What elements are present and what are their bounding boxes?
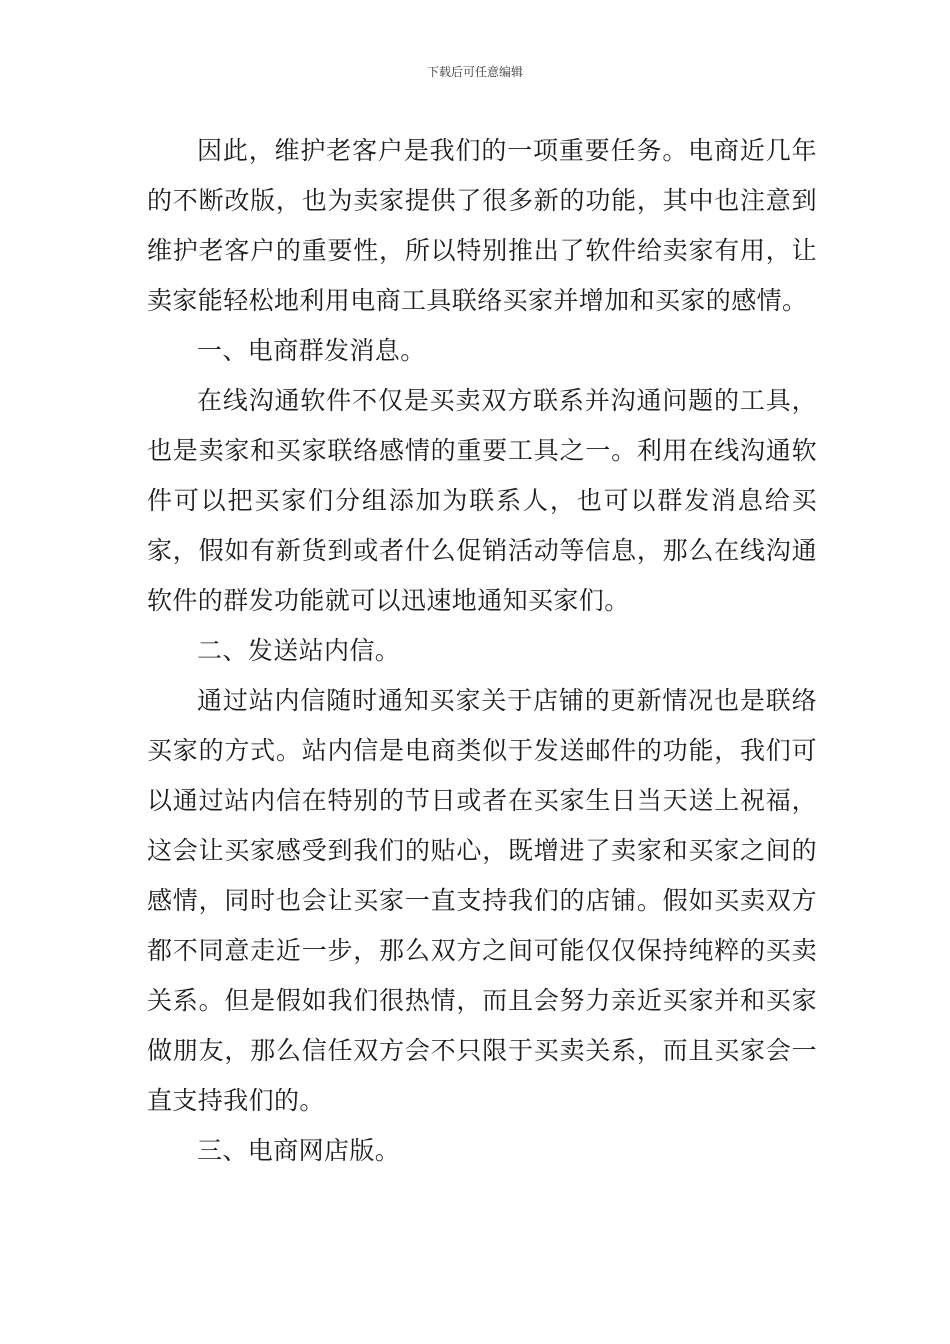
- paragraph-section-1: 在线沟通软件不仅是买卖双方联系并沟通问题的工具，也是卖家和买家联络感情的重要工具之一。利用在线沟通软件可以把买家们分组添加为联系人，也可以群发消息给买家，假如有新货到或者什么促销活动等信息，那么在线沟通软件的群发功能就可以迅速地通知买家们。: [147, 386, 817, 615]
- page-header: 下载后可任意编辑: [426, 65, 523, 79]
- section-heading-1: 一、电商群发消息。: [197, 336, 426, 365]
- section-heading-3: 三、电商网店版。: [197, 1136, 401, 1165]
- section-heading-2: 二、发送站内信。: [197, 636, 401, 665]
- paragraph-section-2: 通过站内信随时通知买家关于店铺的更新情况也是联络买家的方式。站内信是电商类似于发送邮件的功能，我们可以通过站内信在特别的节日或者在买家生日当天送上祝福，这会让买家感受到我们的贴心，既增进了卖家和买家之间的感情，同时也会让买家一直支持我们的店铺。假如买卖双方都不同意走近一步，那么双方之间可能仅仅保持纯粹的买卖关系。但是假如我们很热情，而且会努力亲近买家并和买家做朋友，那么信任双方会不只限于买卖关系，而且买家会一直支持我们的。: [147, 686, 817, 1115]
- document-body: [147, 126, 817, 1176]
- paragraph-intro: 因此，维护老客户是我们的一项重要任务。电商近几年的不断改版，也为卖家提供了很多新的功能，其中也注意到维护老客户的重要性，所以特别推出了软件给卖家有用，让卖家能轻松地利用电商工具联络买家并增加和买家的感情。: [147, 136, 817, 315]
